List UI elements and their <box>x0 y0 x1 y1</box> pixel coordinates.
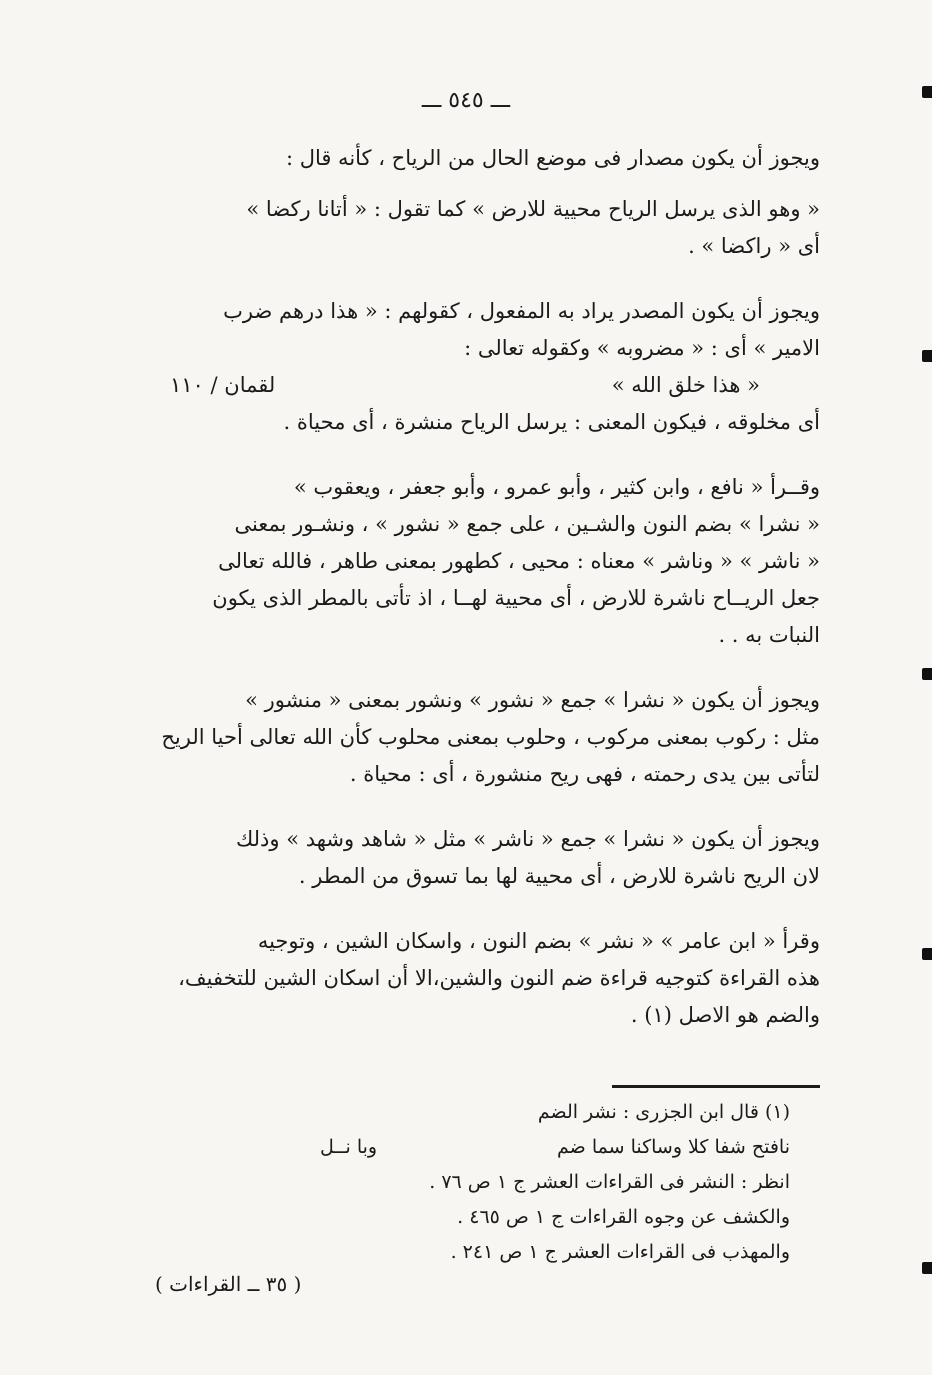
text-line: « ناشر » « وناشر » معناه : محيى ، كطهور بمعنى طاهر ، فالله تعالى <box>218 549 820 573</box>
footnote-intro: (١) قال ابن الجزرى : نشر الضم <box>537 1101 790 1123</box>
text-line: وقــرأ « نافع ، وابن كثير ، وأبو عمرو ، وأبو جعفر ، ويعقوب » <box>293 475 820 499</box>
paragraph-2 <box>140 191 820 265</box>
text-line: « نشرا » بضم النون والشـين ، على جمع « نشور » ، ونشـور بمعنى <box>234 512 820 536</box>
footnote-verse <box>320 1130 790 1165</box>
quran-quote-row <box>140 367 820 404</box>
text-line: لتأتى بين يدى رحمته ، فهى ريح منشورة ، أى : محياة . <box>349 762 820 786</box>
verse-left-hemistich: وبا نــل <box>320 1136 378 1158</box>
signature-mark: ( ٣٥ ــ القراءات ) <box>155 1272 302 1296</box>
quran-reference: لقمان / ١١٠ <box>170 373 276 397</box>
footnote-ref: انظر : النشر فى القراءات العشر ج ١ ص ٧٦ . <box>429 1171 790 1193</box>
text-line: وقرأ « ابن عامر » « نشر » بضم النون ، واسكان الشين ، وتوجيه <box>257 929 820 953</box>
verse-right-hemistich: نافتح شفا كلا وساكنا سما ضم <box>557 1136 790 1158</box>
footnotes <box>250 1095 790 1270</box>
text-line: أى مخلوقه ، فيكون المعنى : يرسل الرياح منشرة ، أى محياة . <box>283 410 820 434</box>
paragraph-3b <box>140 404 820 441</box>
quran-quote: « هذا خلق الله » <box>611 373 760 397</box>
paragraph-1 <box>140 140 820 177</box>
text-line: ويجوز أن يكون مصدار فى موضع الحال من الرياح ، كأنه قال : <box>285 146 820 170</box>
scan-edge-mark <box>922 948 932 960</box>
text-line: ويجوز أن يكون المصدر يراد به المفعول ، كقولهم : « هذا درهم ضرب <box>223 299 820 323</box>
text-line: لان الريح ناشرة للارض ، أى محيية لها بما تسوق من المطر . <box>298 864 820 888</box>
text-line: أى « راكضا » . <box>688 234 820 258</box>
text-line: ويجوز أن يكون « نشرا » جمع « ناشر » مثل « شاهد وشهد » وذلك <box>235 827 820 851</box>
text-line: النبات به . . <box>718 623 820 647</box>
paragraph-5 <box>140 682 820 793</box>
footnote-ref: والمهذب فى القراءات العشر ج ١ ص ٢٤١ . <box>450 1241 790 1263</box>
paragraph-6 <box>140 821 820 895</box>
page-number: ـــ ٥٤٥ ـــ <box>421 88 511 113</box>
text-line: « وهو الذى يرسل الرياح محيية للارض » كما تقول : « أتانا ركضا » <box>246 197 820 221</box>
scan-edge-mark <box>922 86 932 98</box>
text-line: ويجوز أن يكون « نشرا » جمع « نشور » ونشور بمعنى « منشور » <box>245 688 820 712</box>
paragraph-3 <box>140 293 820 367</box>
text-line: مثل : ركوب بمعنى مركوب ، وحلوب بمعنى محلوب كأن الله تعالى أحيا الريح <box>161 725 820 749</box>
scan-edge-mark <box>922 1262 932 1274</box>
scan-edge-mark <box>922 350 932 362</box>
text-line: والضم هو الاصل (١) . <box>630 1003 820 1027</box>
text-line: الامير » أى : « مضروبه » وكقوله تعالى : <box>464 336 820 360</box>
main-text <box>140 140 820 1034</box>
paragraph-7 <box>140 923 820 1034</box>
paragraph-4 <box>140 469 820 654</box>
text-line: هذه القراءة كتوجيه قراءة ضم النون والشين،الا أن اسكان الشين للتخفيف، <box>178 966 820 990</box>
scan-edge-mark <box>922 668 932 680</box>
text-line: جعل الريــاح ناشرة للارض ، أى محيية لهــا ، اذ تأتى بالمطر الذى يكون <box>212 586 820 610</box>
footnote-divider <box>612 1085 820 1088</box>
footnote-ref: والكشف عن وجوه القراءات ج ١ ص ٤٦٥ . <box>457 1206 790 1228</box>
